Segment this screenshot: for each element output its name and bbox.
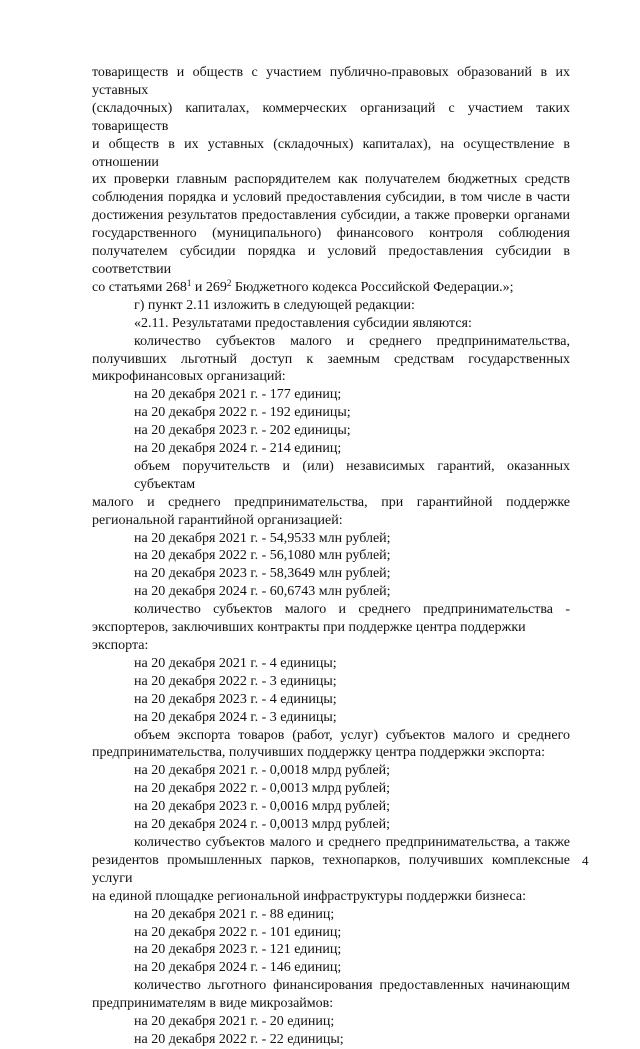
indicator-value-line: на 20 декабря 2023 г. - 202 единицы;: [134, 423, 351, 439]
superscript: 1: [186, 277, 192, 288]
indicator-value-line: на 20 декабря 2024 г. - 146 единиц;: [134, 960, 342, 976]
text-line: товариществ и обществ с участием публично-правовых образований в их уставных: [92, 65, 570, 98]
indicator-text-line: микрофинансовых организаций:: [92, 369, 286, 385]
indicator-text-line: количество льготного финансирования предоставленных начинающим: [134, 978, 570, 994]
text-line: соблюдения порядка и условий предоставления субсидии, в том числе в части: [92, 190, 570, 206]
indicator-text-line: объем поручительств и (или) независимых гарантий, оказанных субъектам: [134, 458, 570, 492]
result-indicator: [92, 727, 570, 834]
indicator-value-line: на 20 декабря 2021 г. - 0,0018 млрд рублей;: [134, 763, 391, 779]
text-line: получателем субсидии порядка и условий предоставления субсидии в соответствии: [92, 244, 570, 277]
indicator-text-line: количество субъектов малого и среднего предпринимательства,: [134, 333, 570, 349]
indicator-text-line: малого и среднего предпринимательства, при гарантийной поддержке: [92, 494, 570, 510]
indicator-value-line: на 20 декабря 2021 г. - 20 единиц;: [134, 1014, 335, 1030]
indicator-value-line: на 20 декабря 2023 г. - 4 единицы;: [134, 691, 337, 707]
amendment-item: г) пункт 2.11 изложить в следующей редакции:: [134, 297, 415, 313]
text-line: и обществ в их уставных (складочных) капиталах), на осуществление в отношении: [92, 136, 570, 170]
result-indicator: [92, 458, 570, 601]
indicator-text-line: на единой площадке региональной инфраструктуры поддержки бизнеса:: [92, 888, 526, 904]
clause-heading: «2.11. Результатами предоставления субсидии являются:: [134, 315, 472, 331]
superscript: 2: [226, 277, 232, 288]
body-text: [92, 64, 570, 1049]
results-sections: [92, 333, 570, 1049]
indicator-value-line: на 20 декабря 2021 г. - 54,9533 млн рублей;: [134, 530, 391, 546]
indicator-value-line: на 20 декабря 2023 г. - 121 единиц;: [134, 942, 342, 958]
indicator-value-line: на 20 декабря 2022 г. - 0,0013 млрд рублей;: [134, 781, 391, 797]
indicator-text-line: получивших льготный доступ к заемным средствам государственных: [92, 351, 570, 367]
indicator-text-line: экспортеров, заключивших контракты при поддержке центра поддержки экспорта:: [92, 620, 526, 653]
indicator-value-line: на 20 декабря 2023 г. - 0,0016 млрд рублей;: [134, 799, 391, 815]
indicator-value-line: на 20 декабря 2021 г. - 88 единиц;: [134, 906, 335, 922]
indicator-value-line: на 20 декабря 2023 г. - 58,3649 млн рублей;: [134, 566, 391, 582]
indicator-value-line: на 20 декабря 2022 г. - 22 единицы;: [134, 1031, 344, 1047]
indicator-text-line: объем экспорта товаров (работ, услуг) субъектов малого и среднего: [134, 727, 570, 743]
result-indicator: [92, 977, 570, 1049]
indicator-text-line: количество субъектов малого и среднего предпринимательства, а также: [134, 834, 570, 850]
result-indicator: [92, 834, 570, 977]
indicator-text-line: региональной гарантийной организацией:: [92, 512, 343, 528]
indicator-text-line: количество субъектов малого и среднего предпринимательства -: [134, 602, 570, 618]
text-line: достижения результатов предоставления субсидии, а также проверки органами: [92, 208, 570, 224]
indicator-text-line: предпринимателям в виде микрозаймов:: [92, 996, 334, 1012]
indicator-value-line: на 20 декабря 2021 г. - 4 единицы;: [134, 655, 337, 671]
result-indicator: [92, 333, 570, 458]
indicator-text-line: предпринимательства, получивших поддержку центра поддержки экспорта:: [92, 745, 546, 761]
indicator-value-line: на 20 декабря 2024 г. - 60,6743 млн рублей;: [134, 584, 391, 600]
text-line: их проверки главным распорядителем как получателем бюджетных средств: [92, 172, 570, 188]
indicator-value-line: на 20 декабря 2022 г. - 56,1080 млн рублей;: [134, 548, 391, 564]
text-fragment: и 269: [191, 279, 227, 295]
text-line: (складочных) капиталах, коммерческих организаций с участием таких товариществ: [92, 100, 570, 134]
result-indicator: [92, 601, 570, 726]
text-line-with-superscripts: [92, 279, 570, 297]
indicator-value-line: на 20 декабря 2024 г. - 3 единицы;: [134, 709, 337, 725]
indicator-value-line: на 20 декабря 2022 г. - 192 единицы;: [134, 405, 351, 421]
page-number: 4: [582, 853, 589, 868]
indicator-value-line: на 20 декабря 2022 г. - 3 единицы;: [134, 673, 337, 689]
indicator-value-line: на 20 декабря 2022 г. - 101 единиц;: [134, 924, 342, 940]
indicator-value-line: на 20 декабря 2024 г. - 0,0013 млрд рублей;: [134, 817, 391, 833]
indicator-text-line: резидентов промышленных парков, технопарков, получивших комплексные услуги: [92, 852, 570, 886]
text-fragment: со статьями 268: [92, 279, 187, 295]
indicator-value-line: на 20 декабря 2024 г. - 214 единиц;: [134, 441, 342, 457]
text-fragment: Бюджетного кодекса Российской Федерации.»;: [231, 279, 514, 295]
indicator-value-line: на 20 декабря 2021 г. - 177 единиц;: [134, 387, 342, 403]
text-line: государственного (муниципального) финансового контроля соблюдения: [92, 226, 570, 242]
